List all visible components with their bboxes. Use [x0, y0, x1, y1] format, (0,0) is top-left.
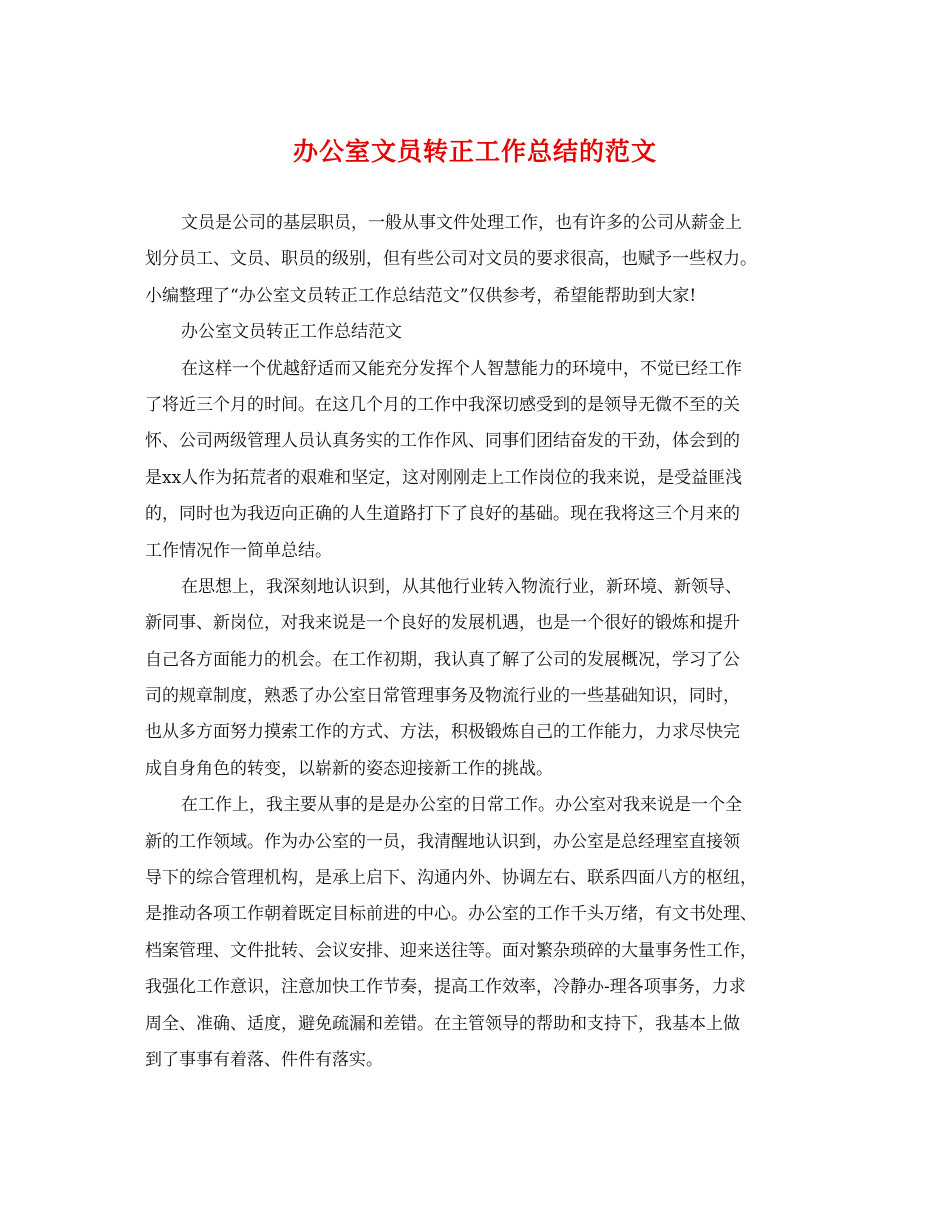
paragraph-line: 的，同时也为我迈向正确的人生道路打下了良好的基础。现在我将这三个月来的: [145, 504, 740, 525]
intro-line: 划分员工、文员、职员的级别，但有些公司对文员的要求很高，也赋予一些权力。: [145, 249, 757, 270]
paragraph-line: 是推动各项工作朝着既定目标前进的中心。办公室的工作千头万绪，有文书处理、: [145, 904, 757, 925]
paragraph-line: 是xx人作为拓荒者的艰难和坚定，这对刚刚走上工作岗位的我来说，是受益匪浅: [145, 467, 743, 488]
paragraph-line: 导下的综合管理机构，是承上启下、沟通内外、协调左右、联系四面八方的枢纽，: [145, 868, 757, 889]
document-title: 办公室文员转正工作总结的范文: [292, 137, 657, 166]
paragraph-line: 司的规章制度，熟悉了办公室日常管理事务及物流行业的一些基础知识，同时，: [145, 686, 740, 707]
intro-line: 小编整理了“办公室文员转正工作总结范文”仅供参考，希望能帮助到大家!: [145, 285, 697, 306]
paragraph-line: 自己各方面能力的机会。在工作初期，我认真了解了公司的发展概况，学习了公: [145, 649, 740, 670]
paragraph-1: [145, 351, 805, 569]
paragraph-line: 成自身角色的转变，以崭新的姿态迎接新工作的挑战。: [145, 758, 553, 779]
paragraph-line: 到了事事有着落、件件有落实。: [145, 1049, 383, 1070]
document-body: [145, 205, 805, 1078]
paragraph-2: [145, 569, 805, 787]
paragraph-line: 周全、准确、适度，避免疏漏和差错。在主管领导的帮助和支持下，我基本上做: [145, 1013, 740, 1034]
paragraph-3: [145, 787, 805, 1078]
paragraph-line: 在这样一个优越舒适而又能充分发挥个人智慧能力的环境中，不觉已经工作: [181, 358, 742, 379]
paragraph-line: 也从多方面努力摸索工作的方式、方法，积极锻炼自己的工作能力，力求尽快完: [145, 722, 740, 743]
intro-paragraph: [145, 205, 805, 314]
section-subtitle: 办公室文员转正工作总结范文: [181, 322, 402, 343]
paragraph-line: 新的工作领域。作为办公室的一员，我清醒地认识到，办公室是总经理室直接领: [145, 831, 740, 852]
paragraph-line: 怀、公司两级管理人员认真务实的工作作风、同事们团结奋发的干劲，体会到的: [145, 431, 740, 452]
paragraph-line: 在思想上，我深刻地认识到，从其他行业转入物流行业，新环境、新领导、: [181, 576, 742, 597]
intro-line: 文员是公司的基层职员，一般从事文件处理工作，也有许多的公司从薪金上: [181, 213, 742, 233]
paragraph-line: 新同事、新岗位，对我来说是一个良好的发展机遇，也是一个很好的锻炼和提升: [145, 613, 740, 634]
paragraph-line: 了将近三个月的时间。在这几个月的工作中我深切感受到的是领导无微不至的关: [145, 394, 740, 415]
paragraph-line: 在工作上，我主要从事的是是办公室的日常工作。办公室对我来说是一个全: [181, 795, 742, 816]
paragraph-line: 档案管理、文件批转、会议安排、迎来送往等。面对繁杂琐碎的大量事务性工作，: [145, 940, 757, 961]
paragraph-line: 工作情况作一简单总结。: [145, 540, 332, 561]
paragraph-line: 我强化工作意识，注意加快工作节奏，提高工作效率，冷静办-理各项事务，力求: [145, 977, 746, 998]
